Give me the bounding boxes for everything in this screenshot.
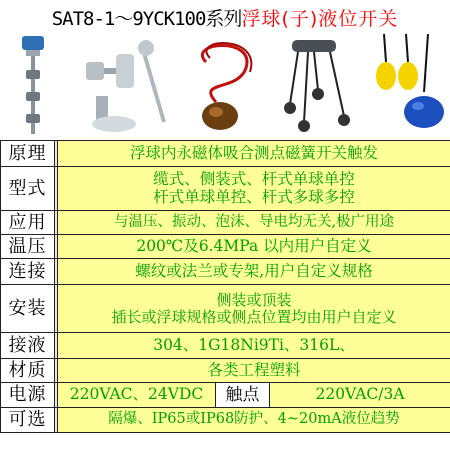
title-model: SAT8-1～9YCK100系列: [51, 7, 242, 30]
row-label-material: 材质: [1, 359, 55, 383]
table-row: [1, 235, 450, 259]
row-label-power: 电源: [1, 383, 55, 408]
table-row: [1, 285, 450, 333]
cable-float-switch-icon: [186, 32, 262, 138]
table-row: [1, 383, 450, 408]
row-label-connection: 连接: [1, 259, 55, 285]
table-row: [1, 359, 450, 383]
yellow-blue-float-switch-icon: [364, 32, 448, 138]
row-label-options: 可选: [1, 408, 55, 433]
row-value-options: 隔爆、IP65或IP68防护、4~20mA液位趋势: [58, 408, 450, 433]
table-row: [1, 211, 450, 235]
row-value-installation: 侧装或顶装 插长或浮球规格或侧点位置均由用户自定义: [58, 285, 450, 333]
row-label-application: 应用: [1, 211, 55, 235]
spec-table: [0, 140, 450, 433]
row-label-type: 型式: [1, 167, 55, 211]
table-row: [1, 408, 450, 433]
title-product: 浮球(子)液位开关: [241, 7, 399, 30]
row-value-connection: 螺纹或法兰或专架,用户自定义规格: [58, 259, 450, 285]
row-value-contact: 220VAC/3A: [270, 383, 450, 408]
row-label-wetted-parts: 接液: [1, 333, 55, 359]
row-label-contact: 触点: [216, 383, 270, 408]
multi-cable-float-switch-icon: [268, 32, 360, 138]
row-label-principle: 原理: [1, 141, 55, 167]
page-title: [0, 2, 450, 32]
row-value-power: 220VAC、24VDC: [58, 383, 216, 408]
rod-float-switch-icon: [4, 32, 62, 138]
row-value-application: 与温压、振动、泡沫、导电均无关,极广用途: [58, 211, 450, 235]
table-row: [1, 141, 450, 167]
row-value-wetted-parts: 304、1G18Ni9Ti、316L、: [58, 333, 450, 359]
row-value-principle: 浮球内永磁体吸合测点磁簧开关触发: [58, 141, 450, 167]
row-label-temp-pressure: 温压: [1, 235, 55, 259]
table-row: [1, 333, 450, 359]
side-mount-float-switch-icon: [76, 32, 176, 138]
table-row: [1, 167, 450, 211]
row-value-type: 缆式、侧装式、杆式单球单控 杆式单球单控、杆式多球多控: [58, 167, 450, 211]
product-photos: [0, 32, 450, 140]
row-value-material: 各类工程塑料: [58, 359, 450, 383]
table-row: [1, 259, 450, 285]
row-value-temp-pressure: 200℃及6.4MPa 以内用户自定义: [58, 235, 450, 259]
row-label-installation: 安装: [1, 285, 55, 333]
